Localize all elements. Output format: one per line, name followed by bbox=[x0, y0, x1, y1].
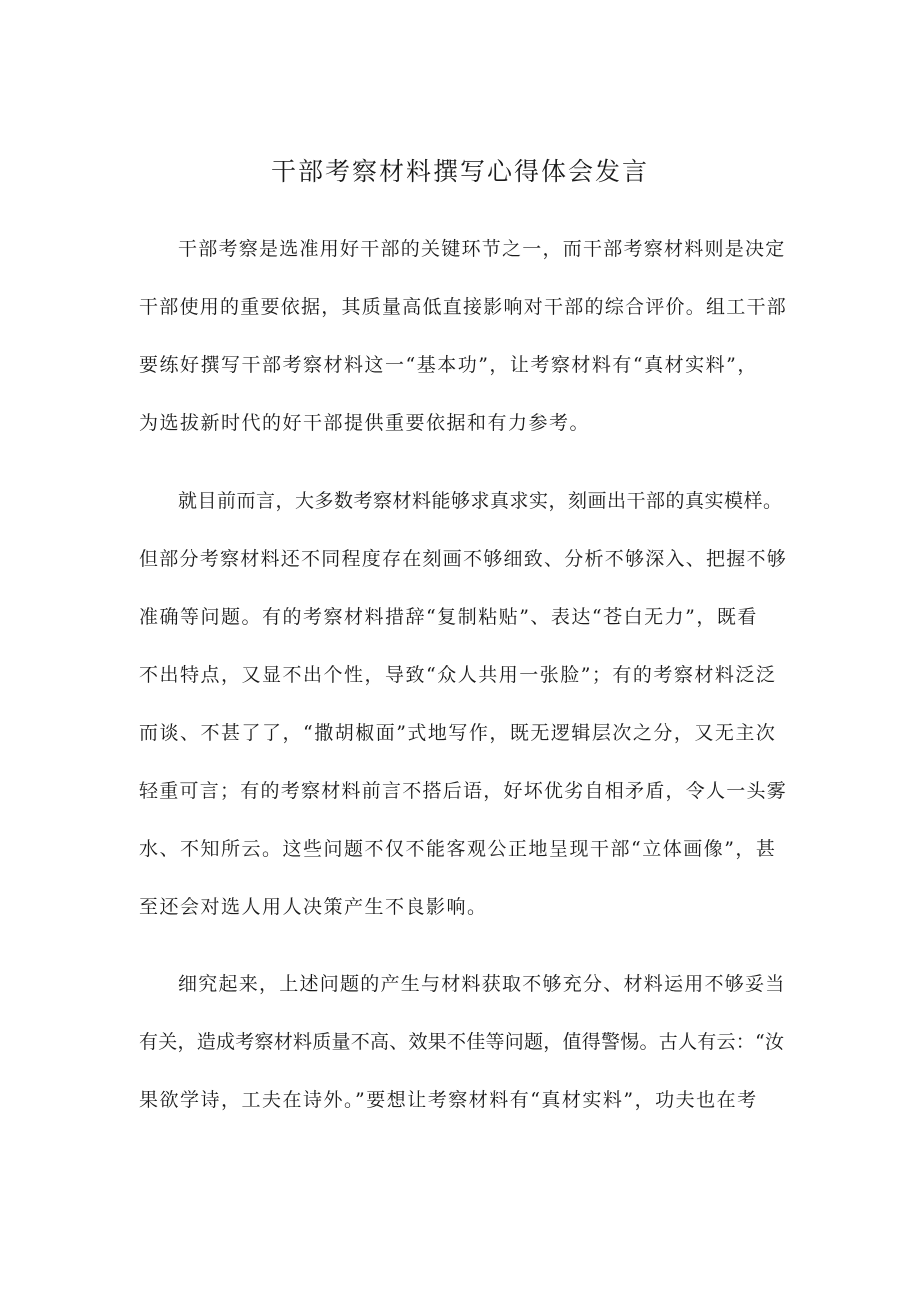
paragraph-1-line-2: 干部使用的重要依据，其质量高低直接影响对干部的综合评价。组工干部 bbox=[139, 296, 788, 318]
paragraph-2-line-1: 就目前而言，大多数考察材料能够求真求实，刻画出干部的真实模样。 bbox=[178, 490, 783, 512]
paragraph-2-line-6: 轻重可言；有的考察材料前言不搭后语，好坏优劣自相矛盾，令人一头雾 bbox=[139, 780, 788, 802]
paragraph-3-line-2: 有关，造成考察材料质量不高、效果不佳等问题，值得警惕。古人有云：“汝 bbox=[139, 1031, 785, 1053]
paragraph-3-line-1: 细究起来，上述问题的产生与材料获取不够充分、材料运用不够妥当 bbox=[178, 973, 786, 995]
paragraph-2-line-2: 但部分考察材料还不同程度存在刻画不够细致、分析不够深入、把握不够 bbox=[139, 548, 788, 570]
paragraph-1-line-1: 干部考察是选准用好干部的关键环节之一，而干部考察材料则是决定 bbox=[178, 238, 786, 260]
paragraph-2-line-8: 至还会对选人用人决策产生不良影响。 bbox=[139, 896, 488, 918]
paragraph-1-line-4: 为选拔新时代的好干部提供重要依据和有力参考。 bbox=[139, 412, 591, 434]
document-title: 干部考察材料撰写心得体会发言 bbox=[270, 157, 649, 186]
paragraph-1-line-3: 要练好撰写干部考察材料这一“基本功”，让考察材料有“真材实料”， bbox=[139, 354, 758, 376]
paragraph-2-line-4: 不出特点，又显不出个性，导致“众人共用一张脸”；有的考察材料泛泛 bbox=[139, 664, 777, 686]
paragraph-2-line-7: 水、不知所云。这些问题不仅不能客观公正地呈现干部“立体画像”，甚 bbox=[139, 838, 777, 860]
paragraph-2-line-5: 而谈、不甚了了，“撒胡椒面”式地写作，既无逻辑层次之分，又无主次 bbox=[139, 722, 777, 744]
paragraph-3-line-3: 果欲学诗，工夫在诗外。”要想让考察材料有“真材实料”，功夫也在考 bbox=[139, 1089, 758, 1111]
paragraph-2-line-3: 准确等问题。有的考察材料措辞“复制粘贴”、表达“苍白无力”，既看 bbox=[139, 606, 758, 628]
